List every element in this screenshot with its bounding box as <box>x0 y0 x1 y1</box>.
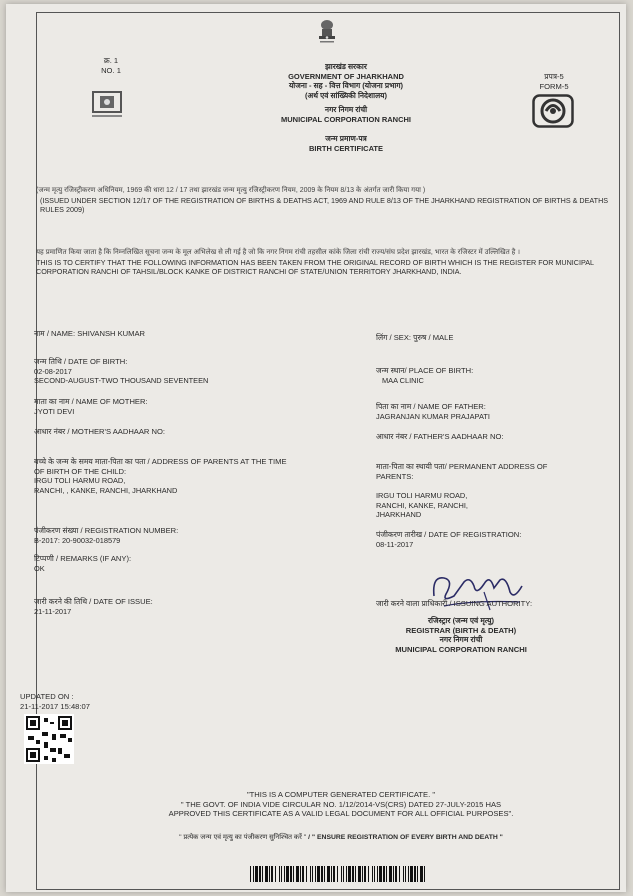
name-label-row <box>34 329 145 339</box>
no-hindi: क्र. 1 <box>103 56 119 65</box>
form-number: FORM-5 <box>539 81 569 91</box>
dob-value: 02-08-2017 <box>34 366 72 376</box>
sex-value: पुरुष / MALE <box>413 333 454 342</box>
name-label: नाम / NAME: <box>34 329 76 338</box>
registration-number-label: पंजीकरण संख्या / REGISTRATION NUMBER: <box>34 526 179 535</box>
national-emblem-icon <box>316 18 338 48</box>
address-birth-line1: IRGU TOLI HARMU ROAD, <box>34 476 126 485</box>
mother-aadhaar-label: आधार नंबर / MOTHER'S AADHAAR NO: <box>34 427 166 436</box>
barcode <box>250 866 425 882</box>
address-birth-line2: RANCHI, , KANKE, RANCHI, JHARKHAND <box>34 485 178 495</box>
authority-corporation: MUNICIPAL CORPORATION RANCHI <box>395 644 527 654</box>
name-value: SHIVANSH KUMAR <box>77 329 146 338</box>
birth-registration-logo-icon <box>532 94 574 128</box>
father-label: पिता का नाम / NAME OF FATHER: <box>376 402 486 411</box>
mother-value: JYOTI DEVI <box>34 406 75 416</box>
address-permanent-line1: IRGU TOLI HARMU ROAD, <box>376 491 468 500</box>
form-hindi: प्रपत्र-5 <box>544 72 564 81</box>
issued-under-hindi: (जन्म मृत्यु रजिस्ट्रीकरण अधिनियम, 1969 की धारा 12 / 17 तथा झारखंड जन्म मृत्यु रजिस्ट्रीकरण नियम, 2009 के नियम 8/13 के अंतर्गत जारी किया गया ) <box>36 187 426 194</box>
government-name: GOVERNMENT OF JHARKHAND <box>288 71 404 81</box>
qr-code <box>24 714 74 764</box>
dob-words: SECOND-AUGUST-TWO THOUSAND SEVENTEEN <box>34 376 209 385</box>
registrar-hindi: रजिस्ट्रार (जन्म एवं मृत्यु) <box>427 616 495 625</box>
address-birth-label-1: बच्चे के जन्म के समय माता-पिता का पता / ADDRESS OF PARENTS AT THE TIME <box>34 457 287 466</box>
updated-label: UPDATED ON : <box>20 692 74 701</box>
registration-date-value: 08-11-2017 <box>376 539 414 549</box>
place-of-birth-label: जन्म स्थान/ PLACE OF BIRTH: <box>376 366 474 375</box>
certificate-paper <box>6 4 626 892</box>
authority-corporation-hindi: नगर निगम रांची <box>439 635 483 644</box>
registration-number-value: B-2017: 20-90032-018579 <box>34 535 121 545</box>
issue-date-value: 21-11-2017 <box>34 606 72 616</box>
address-permanent-line2: RANCHI, KANKE, RANCHI, <box>376 500 468 510</box>
certify-hindi: यह प्रमाणित किया जाता है कि निम्नलिखित सूचना जन्म के मूल अभिलेख से ली गई है जो कि नगर निगम रांची तहसील कांके जिला रांची राज्य/संघ प्रदेश झारखंड, भारत के रजिस्टर में उल्लिखित है । <box>36 249 520 256</box>
department-sub-hindi: (अर्थ एवं सांख्यिकी निदेशालय) <box>304 90 388 100</box>
footer-line2: " THE GOVT. OF INDIA VIDE CIRCULAR NO. 1/12/2014-VS(CRS) DATED 27-JULY-2015 HAS <box>180 799 502 809</box>
sex-label: लिंग / SEX: <box>376 333 412 342</box>
corporation-hindi: नगर निगम रांची <box>324 105 368 114</box>
jharkhand-logo-icon <box>90 90 124 120</box>
issue-date-label: जारी करने की तिथि / DATE OF ISSUE: <box>34 597 153 606</box>
footer-line3: APPROVED THIS CERTIFICATE AS A VALID LEGAL DOCUMENT FOR ALL OFFICIAL PURPOSES". <box>168 809 514 818</box>
mother-label: माता का नाम / NAME OF MOTHER: <box>34 397 148 406</box>
dob-label: जन्म तिथि / DATE OF BIRTH: <box>34 357 128 366</box>
remarks-value: OK <box>34 563 45 573</box>
father-aadhaar-label: आधार नंबर / FATHER'S AADHAAR NO: <box>376 432 504 441</box>
registrar-signature <box>424 566 534 619</box>
certificate-title: BIRTH CERTIFICATE <box>308 143 384 153</box>
issued-under-english: (ISSUED UNDER SECTION 12/17 OF THE REGISTRATION OF BIRTHS & DEATHS ACT, 1969 AND RULE 8/13 OF THE JHARKHAND REGISTRATION OF BIRTHS & DEATHS RULES 2009) <box>40 195 609 214</box>
issuing-authority-label: जारी करने वाला प्राधिकारी / ISSUING AUTHORITY: <box>376 599 533 608</box>
remarks-label: टिप्पणी / REMARKS (IF ANY): <box>34 554 132 563</box>
department-hindi: योजना - सह - वित्त विभाग (योजना प्रभाग) <box>288 81 404 90</box>
address-permanent-line3: JHARKHAND <box>376 510 422 519</box>
father-value: JAGRANJAN KUMAR PRAJAPATI <box>376 411 490 421</box>
address-permanent-label-2: PARENTS: <box>376 471 414 481</box>
place-of-birth-value: MAA CLINIC <box>382 375 424 385</box>
certificate-no: NO. 1 <box>101 65 121 75</box>
updated-value: 21-11-2017 15:48:07 <box>20 701 90 711</box>
corporation-name: MUNICIPAL CORPORATION RANCHI <box>281 114 411 124</box>
address-permanent-label-1: माता-पिता का स्थायी पता/ PERMANENT ADDRESS OF <box>376 462 548 471</box>
footer-english: / " ENSURE REGISTRATION OF EVERY BIRTH AND DEATH " <box>308 833 503 841</box>
footer-line1: "THIS IS A COMPUTER GENERATED CERTIFICATE. " <box>246 790 436 799</box>
address-birth-label-2: OF BIRTH OF THE CHILD: <box>34 466 127 476</box>
state-hindi: झारखंड सरकार <box>325 62 367 71</box>
registration-date-label: पंजीकरण तारीख / DATE OF REGISTRATION: <box>376 530 522 539</box>
title-hindi: जन्म प्रमाण-पत्र <box>325 134 367 143</box>
footer-hindi: " प्रत्येक जन्म एवं मृत्यु का पंजीकरण सुनिश्चित करें " <box>179 833 307 841</box>
certify-english: THIS IS TO CERTIFY THAT THE FOLLOWING INFORMATION HAS BEEN TAKEN FROM THE ORIGINAL RECORD OF BIRTH WHICH IS THE REGISTER FOR MUNICIPAL CORPORATION RANCHI OF TAHSIL/BLOCK KANKE OF DISTRICT RANCHI OF STATE/UNION TERRITORY JHARKHAND, INDIA. <box>36 257 594 276</box>
registrar-title: REGISTRAR (BIRTH & DEATH) <box>405 625 517 635</box>
